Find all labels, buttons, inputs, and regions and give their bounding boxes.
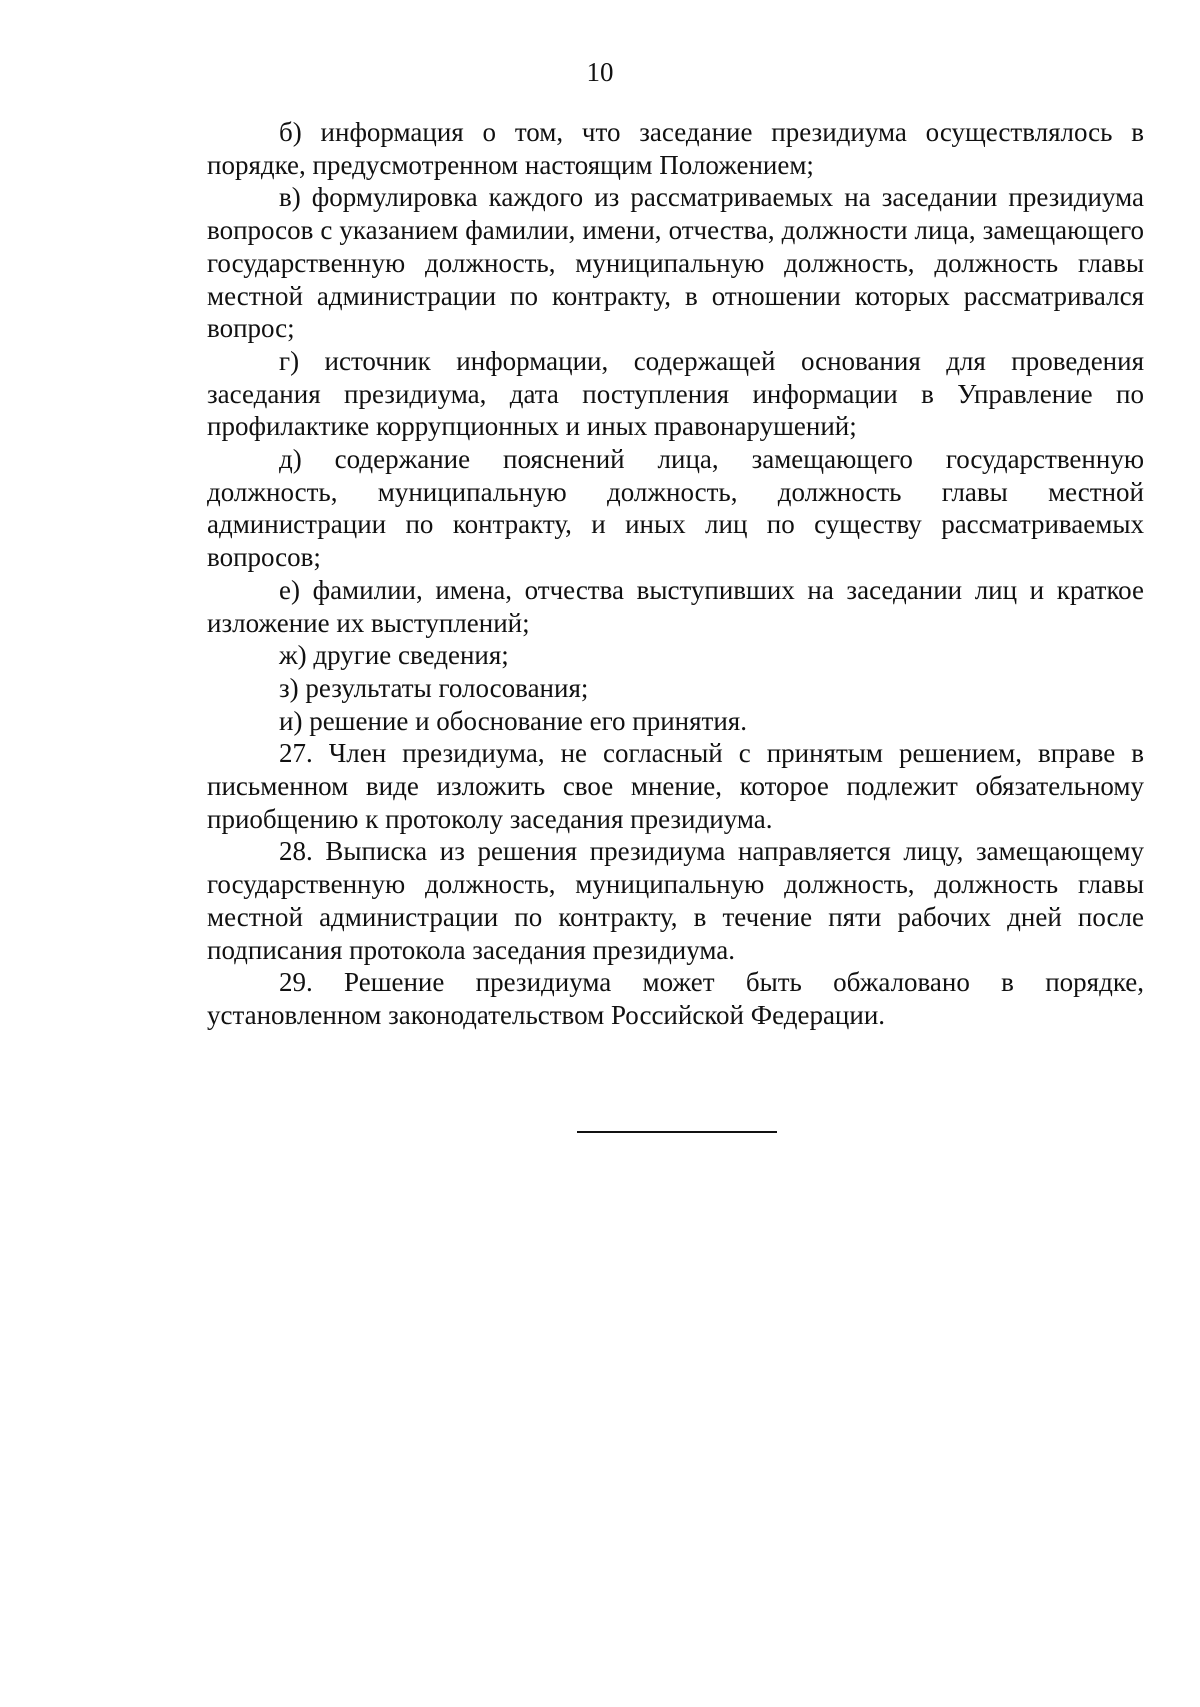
paragraph-27: 27. Член президиума, не согласный с принятым решением, вправе в письменном виде изложить свое мнение, которое подлежит обязательному приобщению к протоколу заседания президиума. xyxy=(207,738,1144,834)
paragraph-d: д) содержание пояснений лица, замещающего государственную должность, муниципальную должность, должность главы местной администрации по контракту, и иных лиц по существу рассматриваемых вопросов; xyxy=(207,444,1144,573)
paragraph-b: б) информация о том, что заседание президиума осуществлялось в порядке, предусмотренном настоящим Положением; xyxy=(207,117,1144,180)
paragraph-i: и) решение и обоснование его принятия. xyxy=(279,705,747,736)
paragraph-z: з) результаты голосования; xyxy=(279,672,589,703)
paragraph-29: 29. Решение президиума может быть обжаловано в порядке, установленном законодательством Российской Федерации. xyxy=(207,967,1144,1030)
document-body xyxy=(207,116,1144,1032)
paragraph-v: в) формулировка каждого из рассматриваемых на заседании президиума вопросов с указанием фамилии, имени, отчества, должности лица, замещающего государственную должность, муниципальную должность, должность главы местной администрации по контракту, в отношении которых рассматривался вопрос; xyxy=(207,182,1144,344)
end-divider-line xyxy=(577,1131,777,1133)
paragraph-28: 28. Выписка из решения президиума направляется лицу, замещающему государственную должность, муниципальную должность, должность главы местной администрации по контракту, в течение пяти рабочих дней после подписания протокола заседания президиума. xyxy=(207,836,1144,965)
paragraph-zh: ж) другие сведения; xyxy=(279,640,509,671)
paragraph-e: е) фамилии, имена, отчества выступивших на заседании лиц и краткое изложение их выступлений; xyxy=(207,574,1144,638)
page-number: 10 xyxy=(586,57,614,87)
paragraph-g: г) источник информации, содержащей основания для проведения заседания президиума, дата поступления информации в Управление по профилактике коррупционных и иных правонарушений; xyxy=(207,345,1144,442)
